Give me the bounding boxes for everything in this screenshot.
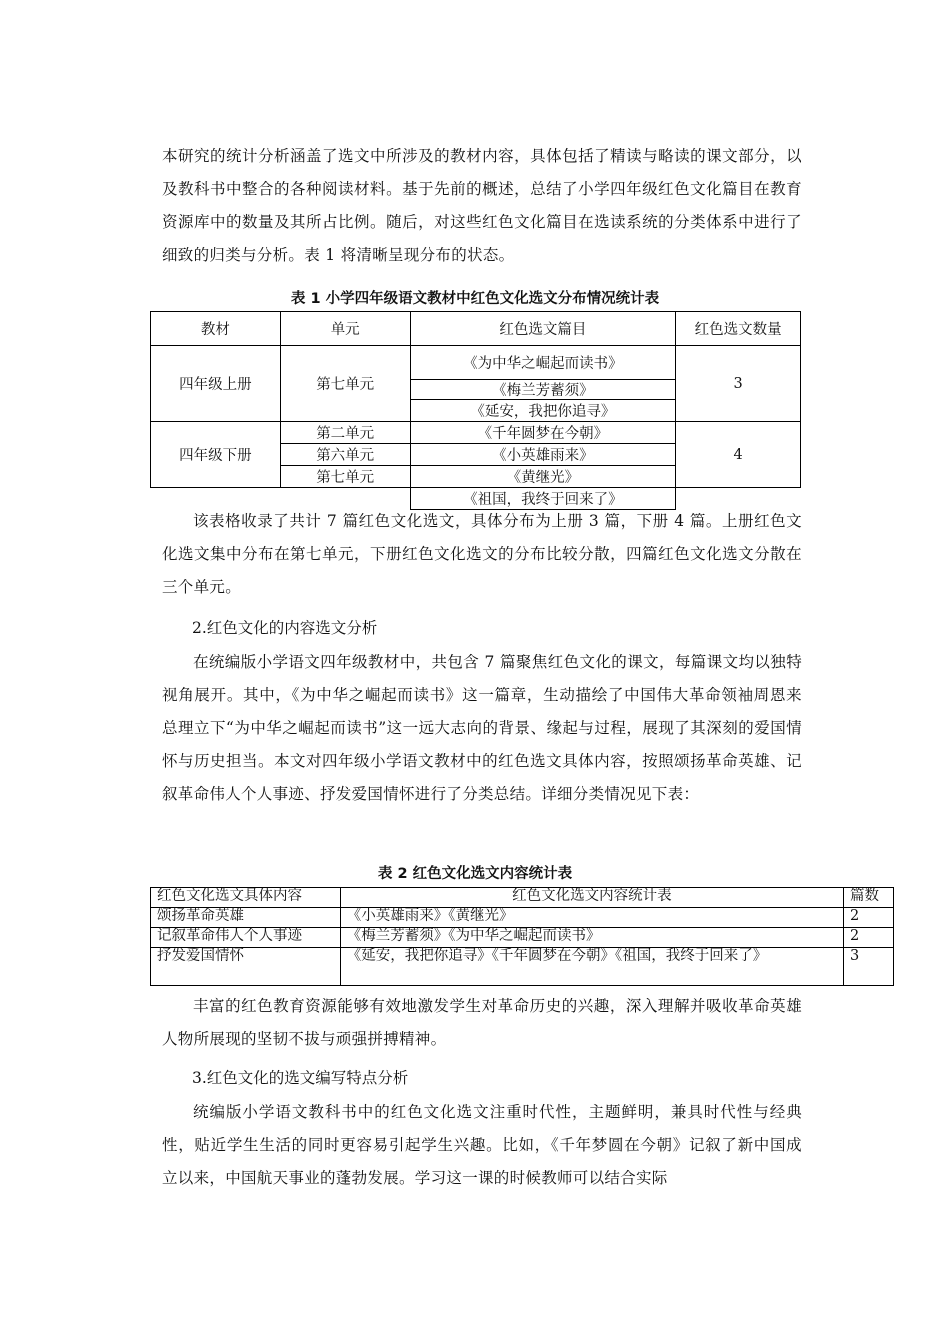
table1-upper-unit: 第七单元 [280, 346, 410, 422]
table1-header-texts: 红色选文篇目 [410, 312, 676, 346]
table1-text-cell: 《黄继光》 [410, 466, 676, 488]
table1-lower-count: 4 [676, 422, 801, 488]
table2-row-texts: 《延安，我把你追寻》《千年圆梦在今朝》《祖国，我终于回来了》 [340, 948, 843, 986]
table1-red-culture-distribution [150, 311, 801, 510]
table2-row-category: 抒发爱国情怀 [151, 948, 341, 986]
table2-row-category: 颂扬革命英雄 [151, 908, 341, 928]
table1-text-cell-extra: 《祖国，我终于回来了》 [410, 488, 676, 510]
section2-heading: 2.红色文化的内容选文分析 [192, 619, 378, 637]
table2-row-count: 2 [844, 928, 894, 948]
table1-upper-book: 四年级上册 [151, 346, 281, 422]
table2-caption: 表 2 红色文化选文内容统计表 [377, 866, 573, 882]
table1-text-cell: 《延安，我把你追寻》 [410, 400, 676, 422]
table1-lower-unit: 第二单元 [280, 422, 410, 444]
table1-caption: 表 1 小学四年级语文教材中红色文化选文分布情况统计表 [290, 291, 660, 307]
table1-text-cell: 《为中华之崛起而读书》 [410, 346, 676, 380]
table1-upper-count: 3 [676, 346, 801, 422]
paragraph-after-table1: 该表格收录了共计 7 篇红色文化选文，具体分布为上册 3 篇，下册 4 篇。上册红色文化选文集中分布在第七单元，下册红色文化选文的分布比较分散，四篇红色文化选文分散在三个单元。 [162, 512, 802, 596]
table2-row-texts: 《梅兰芳蓄须》《为中华之崛起而读书》 [340, 928, 843, 948]
paragraph-after-table2: 丰富的红色教育资源能够有效地激发学生对革命历史的兴趣，深入理解并吸收革命英雄人物所展现的坚韧不拔与顽强拼搏精神。 [162, 997, 802, 1048]
section3-heading: 3.红色文化的选文编写特点分析 [192, 1069, 409, 1087]
table1-text-cell: 《小英雄雨来》 [410, 444, 676, 466]
section2-paragraph: 在统编版小学语文四年级教材中，共包含 7 篇聚焦红色文化的课文，每篇课文均以独特视角展开。其中，《为中华之崛起而读书》这一篇章，生动描绘了中国伟大革命领袖周恩来总理立下“为中华之崛起而读书”这一远大志向的背景、缘起与过程，展现了其深刻的爱国情怀与历史担当。本文对四年级小学语文教材中的红色选文具体内容，按照颂扬革命英雄、记叙革命伟人个人事迹、抒发爱国情怀进行了分类总结。详细分类情况见下表： [162, 653, 802, 803]
table2-row-count: 2 [844, 908, 894, 928]
table1-lower-book: 四年级下册 [151, 422, 281, 488]
table1-lower-unit: 第七单元 [280, 466, 410, 488]
section3-paragraph: 统编版小学语文教科书中的红色文化选文注重时代性，主题鲜明，兼具时代性与经典性，贴近学生生活的同时更容易引起学生兴趣。比如，《千年梦圆在今朝》记叙了新中国成立以来，中国航天事业的蓬勃发展。学习这一课的时候教师可以结合实际 [162, 1103, 802, 1187]
table1-header-count: 红色选文数量 [676, 312, 801, 346]
table1-header-book: 教材 [151, 312, 281, 346]
table2-row-count: 3 [844, 948, 894, 986]
intro-paragraph: 本研究的统计分析涵盖了选文中所涉及的教材内容，具体包括了精读与略读的课文部分，以及教科书中整合的各种阅读材料。基于先前的概述，总结了小学四年级红色文化篇目在教育资源库中的数量及其所占比例。随后，对这些红色文化篇目在选读系统的分类体系中进行了细致的归类与分析。表 1 将清晰呈现分布的状态。 [162, 147, 802, 264]
table1-lower-unit: 第六单元 [280, 444, 410, 466]
table2-header-count: 篇数 [844, 888, 894, 908]
table1-header-unit: 单元 [280, 312, 410, 346]
table2-header-texts: 红色文化选文内容统计表 [340, 888, 843, 908]
table2-row-category: 记叙革命伟人个人事迹 [151, 928, 341, 948]
table2-header-category: 红色文化选文具体内容 [151, 888, 341, 908]
table2-row-texts: 《小英雄雨来》《黄继光》 [340, 908, 843, 928]
table1-text-cell: 《梅兰芳蓄须》 [410, 380, 676, 400]
table2-red-culture-content [150, 887, 894, 986]
table1-text-cell: 《千年圆梦在今朝》 [410, 422, 676, 444]
